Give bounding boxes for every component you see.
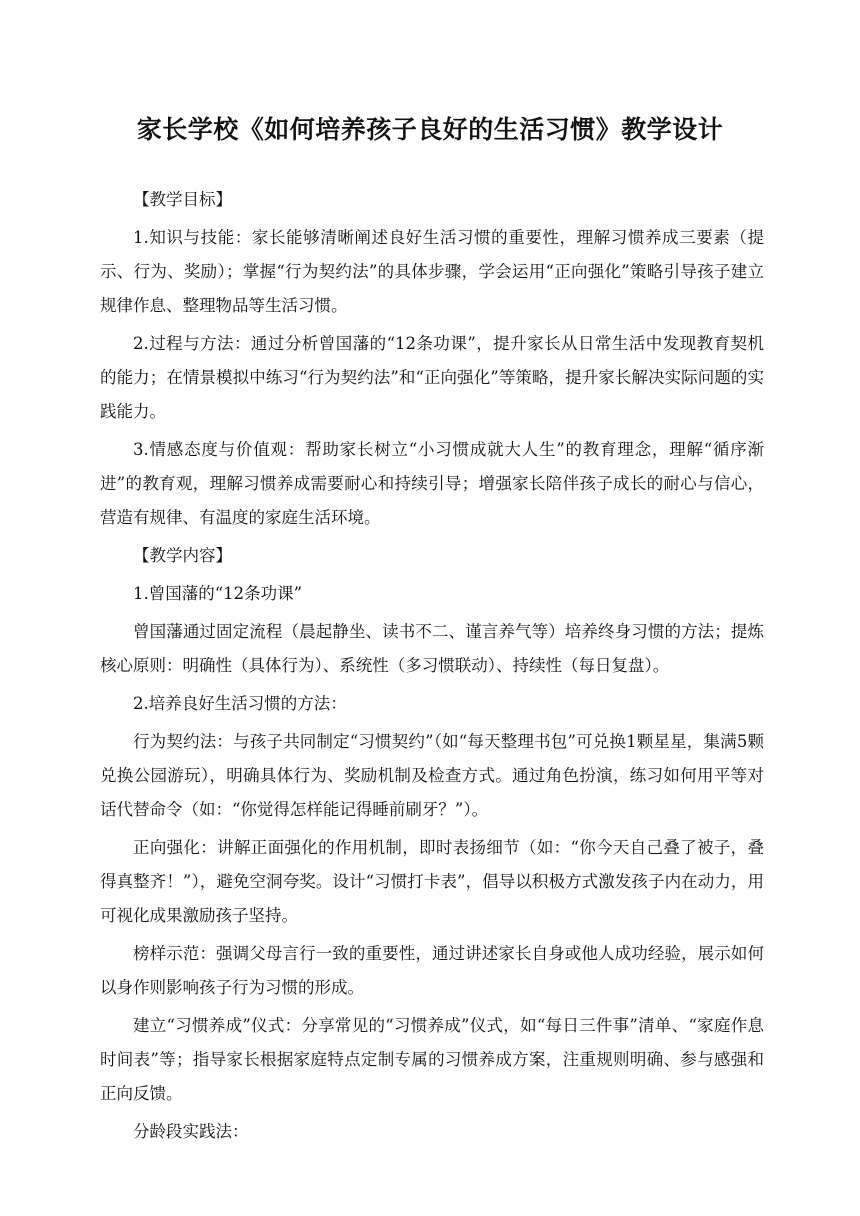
section-heading-content: 【教学内容】 bbox=[133, 546, 232, 565]
content-item-1-heading: 1.曾国藩的“12条功课” bbox=[133, 584, 303, 603]
method-behavior-contract: 行为契约法：与孩子共同制定“习惯契约”（如“每天整理书包”可兑换1颗星星，集满5颗兑换公园游玩），明确具体行为、奖励机制及检查方式。通过角色扮演，练习如何用平等对话代替命令（如：“你觉得怎样能记得睡前刷牙？”）。 bbox=[100, 732, 764, 819]
content-item-2-heading: 2.培养良好生活习惯的方法： bbox=[133, 694, 347, 713]
section-heading-objectives: 【教学目标】 bbox=[133, 190, 232, 209]
document-body bbox=[100, 183, 764, 1149]
document-title: 家长学校《如何培养孩子良好的生活习惯》教学设计 bbox=[136, 115, 724, 144]
objective-process-methods: 2.过程与方法：通过分析曾国藩的“12条功课”，提升家长从日常生活中发现教育契机的能力；在情景模拟中练习“行为契约法”和“正向强化”等策略，提升家长解决实际问题的实践能力。 bbox=[100, 334, 764, 421]
method-habit-ritual: 建立“习惯养成”仪式：分享常见的“习惯养成”仪式，如“每日三件事”清单、“家庭作息时间表”等；指导家长根据家庭特点定制专属的习惯养成方案，注重规则明确、参与感强和正向反馈。 bbox=[100, 1016, 764, 1103]
objective-emotion-values: 3.情感态度与价值观：帮助家长树立“小习惯成就大人生”的教育理念，理解“循序渐进”的教育观，理解习惯养成需要耐心和持续引导；增强家长陪伴孩子成长的耐心与信心，营造有规律、有温度的家庭生活环境。 bbox=[100, 440, 764, 527]
objective-knowledge-skills: 1.知识与技能：家长能够清晰阐述良好生活习惯的重要性，理解习惯养成三要素（提示、行为、奖励）；掌握“行为契约法”的具体步骤，学会运用“正向强化”策略引导孩子建立规律作息、整理物品等生活习惯。 bbox=[100, 228, 764, 315]
method-positive-reinforcement: 正向强化：讲解正面强化的作用机制，即时表扬细节（如：“你今天自己叠了被子，叠得真整齐！”），避免空洞夸奖。设计“习惯打卡表”，倡导以积极方式激发孩子内在动力，用可视化成果激励孩子坚持。 bbox=[100, 838, 764, 925]
method-age-stage-practice: 分龄段实践法： bbox=[133, 1122, 249, 1141]
method-role-model: 榜样示范：强调父母言行一致的重要性，通过讲述家长自身或他人成功经验，展示如何以身作则影响孩子行为习惯的形成。 bbox=[100, 944, 764, 997]
content-item-1-text: 曾国藩通过固定流程（晨起静坐、读书不二、谨言养气等）培养终身习惯的方法；提炼核心原则：明确性（具体行为）、系统性（多习惯联动）、持续性（每日复盘）。 bbox=[100, 622, 764, 675]
